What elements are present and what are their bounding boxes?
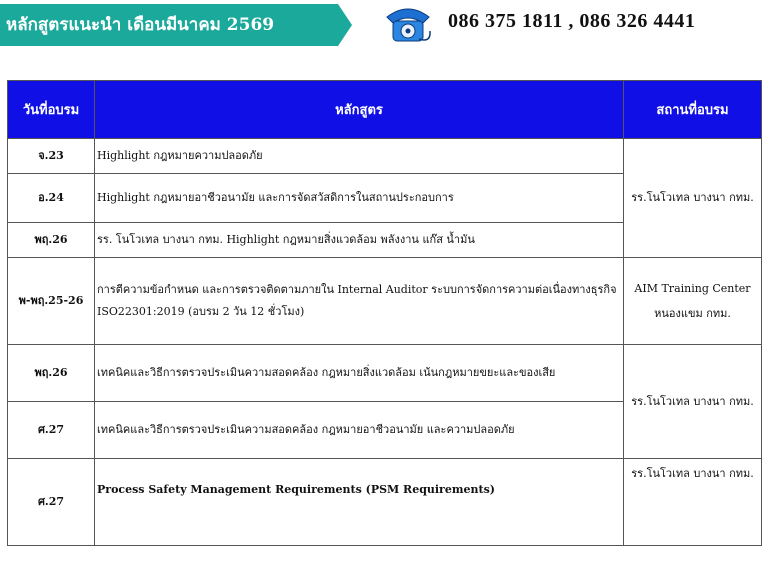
location-cell: รร.โนโวเทล บางนา กทม. (624, 139, 762, 258)
date-cell: พฤ.26 (8, 223, 95, 258)
date-cell: ศ.27 (8, 459, 95, 546)
location-cell: รร.โนโวเทล บางนา กทม. (624, 459, 762, 546)
course-cell: Process Safety Management Requirements (PSM Requirements) (95, 459, 624, 546)
title-banner (0, 4, 352, 46)
course-cell: การตีความข้อกำหนด และการตรวจติดตามภายใน Internal Auditor ระบบการจัดการความต่อเนื่องทางธุรกิจ ISO22301:2019 (อบรม 2 วัน 12 ชั่วโมง) (95, 258, 624, 345)
header-location: สถานที่อบรม (624, 81, 762, 139)
table-row (8, 459, 762, 546)
date-cell: จ.23 (8, 139, 95, 174)
course-cell: รร. โนโวเทล บางนา กทม. Highlight กฎหมายสิ่งแวดล้อม พลังงาน แก๊ส น้ำมัน (95, 223, 624, 258)
date-cell: ศ.27 (8, 402, 95, 459)
banner-title: หลักสูตรแนะนำ เดือนมีนาคม 2569 (6, 15, 275, 35)
course-cell: เทคนิคและวิธีการตรวจประเมินความสอดคล้อง กฎหมายอาชีวอนามัย และความปลอดภัย (95, 402, 624, 459)
course-cell: Highlight กฎหมายความปลอดภัย (95, 139, 624, 174)
telephone-icon (383, 3, 433, 45)
course-cell: เทคนิคและวิธีการตรวจประเมินความสอดคล้อง กฎหมายสิ่งแวดล้อม เน้นกฎหมายขยะและของเสีย (95, 345, 624, 402)
date-cell: อ.24 (8, 174, 95, 223)
location-cell: รร.โนโวเทล บางนา กทม. (624, 345, 762, 459)
location-cell: AIM Training Center หนองแขม กทม. (624, 258, 762, 345)
date-cell: พฤ.26 (8, 345, 95, 402)
phone-numbers: 086 375 1811 , 086 326 4441 (448, 10, 696, 32)
course-cell: Highlight กฎหมายอาชีวอนามัย และการจัดสวัสดิการในสถานประกอบการ (95, 174, 624, 223)
header-date: วันที่อบรม (8, 81, 95, 139)
course-schedule-table (7, 80, 762, 546)
date-cell: พ-พฤ.25-26 (8, 258, 95, 345)
table-row (8, 258, 762, 345)
header-course: หลักสูตร (95, 81, 624, 139)
table-row (8, 345, 762, 402)
table-row (8, 139, 762, 174)
table-header-row (8, 81, 762, 139)
